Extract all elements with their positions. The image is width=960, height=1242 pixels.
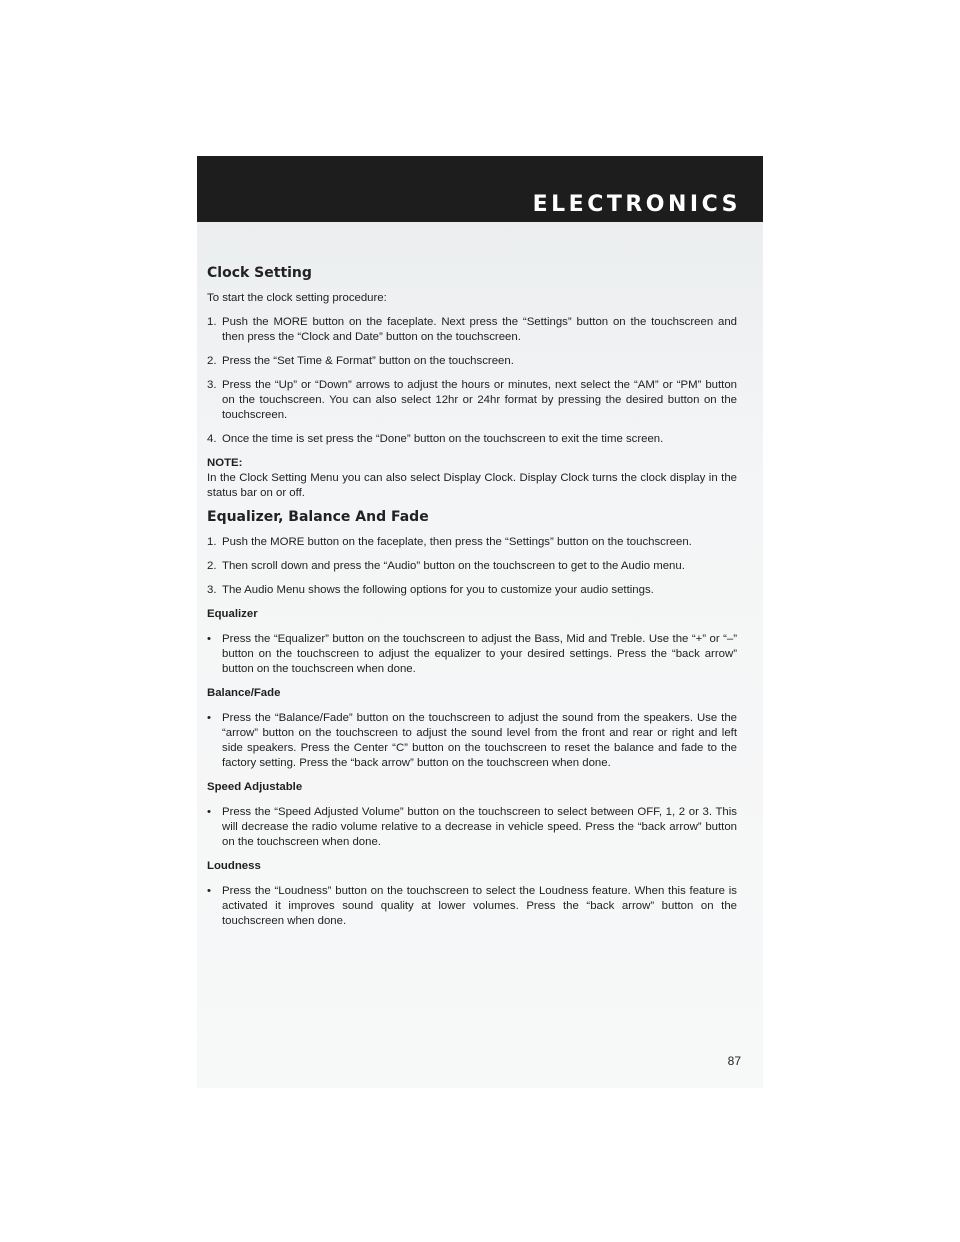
step-number: 2. (207, 560, 217, 572)
balance-fade-bullets (207, 711, 737, 771)
clock-setting-heading: Clock Setting (207, 265, 312, 281)
bullet: • (207, 712, 211, 724)
step-text: Once the time is set press the “Done” button on the touchscreen to exit the time screen. (222, 433, 664, 445)
bullet-text: Press the “Equalizer” button on the touchscreen to adjust the Bass, Mid and Treble. Use the “+” or “–” button on the touchscreen to adjust the equalizer to your desired settings. Press the “back arrow” button on the touchscreen when done. (222, 633, 737, 675)
step-text: Push the MORE button on the faceplate, then press the “Settings” button on the touchscreen. (222, 536, 692, 548)
bullet: • (207, 885, 211, 897)
speed-adjustable-bullets (207, 805, 737, 850)
list-item (207, 378, 737, 423)
equalizer-bullets (207, 632, 737, 677)
step-text: Press the “Set Time & Format” button on the touchscreen. (222, 355, 514, 367)
step-number: 4. (207, 433, 217, 445)
list-item (207, 354, 737, 369)
bullet-text: Press the “Balance/Fade” button on the touchscreen to adjust the sound from the speakers. Use the “arrow” button on the touchscreen to adjust the sound level from the front and rear or right and left side speakers. Press the Center “C” button on the touchscreen to reset the balance and fade to the factory setting. Press the “back arrow” button on the touchscreen when done. (222, 712, 737, 769)
step-number: 3. (207, 584, 217, 596)
step-text: Push the MORE button on the faceplate. Next press the “Settings” button on the touchscreen and then press the “Clock and Date” button on the touchscreen. (222, 316, 737, 343)
clock-setting-steps (207, 315, 737, 447)
section-title: ELECTRONICS (532, 192, 741, 217)
manual-page (197, 156, 763, 1088)
list-item (207, 559, 737, 574)
bullet-text: Press the “Loudness” button on the touchscreen to select the Loudness feature. When this feature is activated it improves sound quality at lower volumes. Press the “back arrow” button on the touchscreen when done. (222, 885, 737, 927)
list-item (207, 632, 737, 677)
loudness-bullets (207, 884, 737, 929)
step-number: 3. (207, 379, 217, 391)
list-item (207, 711, 737, 771)
clock-setting-intro: To start the clock setting procedure: (207, 292, 387, 304)
step-text: Then scroll down and press the “Audio” button on the touchscreen to get to the Audio menu. (222, 560, 685, 572)
note-text: In the Clock Setting Menu you can also select Display Clock. Display Clock turns the clock display in the status bar on or off. (207, 472, 737, 499)
step-text: The Audio Menu shows the following options for you to customize your audio settings. (222, 584, 654, 596)
equalizer-steps (207, 535, 737, 598)
equalizer-heading: Equalizer, Balance And Fade (207, 509, 429, 525)
subsection-title-balance-fade: Balance/Fade (207, 687, 281, 699)
step-number: 2. (207, 355, 217, 367)
bullet: • (207, 633, 211, 645)
step-text: Press the “Up” or “Down” arrows to adjust the hours or minutes, next select the “AM” or “PM” button on the touchscreen. You can also select 12hr or 24hr format by pressing the desired button on the touchscreen. (222, 379, 737, 421)
list-item (207, 583, 737, 598)
page-number: 87 (727, 1054, 741, 1068)
note-label: NOTE: (207, 457, 243, 469)
subsection-title-equalizer: Equalizer (207, 608, 258, 620)
subsection-title-speed-adjustable: Speed Adjustable (207, 781, 303, 793)
page-content (207, 266, 737, 938)
list-item (207, 432, 737, 447)
bullet: • (207, 806, 211, 818)
list-item (207, 315, 737, 345)
step-number: 1. (207, 536, 217, 548)
list-item (207, 884, 737, 929)
list-item (207, 535, 737, 550)
bullet-text: Press the “Speed Adjusted Volume” button on the touchscreen to select between OFF, 1, 2 or 3. This will decrease the radio volume relative to a decrease in vehicle speed. Press the “back arrow” button on the touchscreen when done. (222, 806, 737, 848)
subsection-title-loudness: Loudness (207, 860, 261, 872)
list-item (207, 805, 737, 850)
step-number: 1. (207, 316, 217, 328)
